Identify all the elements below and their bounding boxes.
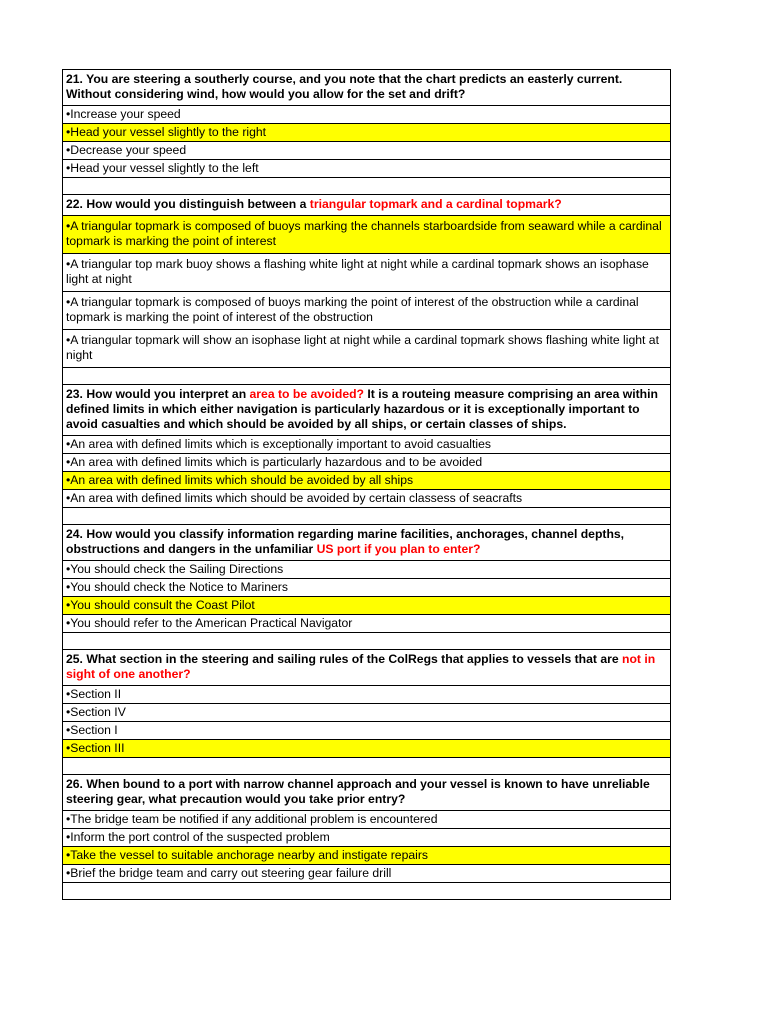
answer-option-correct xyxy=(63,597,671,615)
answer-option xyxy=(63,722,671,740)
answer-option-text: •A triangular topmark is composed of buoys marking the channels starboardside from seaward while a cardinal topmark is marking the point of interest xyxy=(63,216,671,254)
question-part: It is a routeing measure comprising an area within defined limits in which either navigation is particularly hazardous or it is exceptionally important to avoid casualties and which should be avoided by all ships, or certain classes of ships. xyxy=(66,387,658,431)
spacer-cell xyxy=(63,633,671,650)
answer-option xyxy=(63,686,671,704)
quiz-body xyxy=(63,70,671,900)
answer-option xyxy=(63,490,671,508)
question-row xyxy=(63,650,671,686)
question-text xyxy=(63,385,671,436)
question-number: 25. xyxy=(66,652,83,666)
answer-option xyxy=(63,561,671,579)
answer-option xyxy=(63,579,671,597)
answer-option-text: •You should check the Notice to Mariners xyxy=(63,579,671,597)
question-text xyxy=(63,195,671,216)
question-text xyxy=(63,525,671,561)
answer-option-correct xyxy=(63,124,671,142)
answer-option-text: •Section IV xyxy=(63,704,671,722)
spacer-row xyxy=(63,883,671,900)
spacer-row xyxy=(63,178,671,195)
question-emphasis: not in sight of one another? xyxy=(66,652,656,681)
answer-option-text: •Head your vessel slightly to the right xyxy=(63,124,671,142)
question-part: When bound to a port with narrow channel approach and your vessel is known to have unreliable steering gear, what precaution would you take prior entry? xyxy=(66,777,650,806)
answer-option-text: •An area with defined limits which should be avoided by all ships xyxy=(63,472,671,490)
question-part: You are steering a southerly course, and you note that the chart predicts an easterly current. Without considering wind, how would you allow for the set and drift? xyxy=(66,72,623,101)
answer-option xyxy=(63,829,671,847)
question-row xyxy=(63,525,671,561)
question-number: 23. xyxy=(66,387,83,401)
answer-option xyxy=(63,704,671,722)
answer-option-correct xyxy=(63,847,671,865)
answer-option xyxy=(63,106,671,124)
spacer-cell xyxy=(63,368,671,385)
question-part: How would you classify information regarding marine facilities, anchorages, channel depths, obstructions and dangers in the unfamiliar xyxy=(66,527,625,556)
spacer-cell xyxy=(63,508,671,525)
answer-option-text: •Brief the bridge team and carry out steering gear failure drill xyxy=(63,865,671,883)
answer-option-text: •Increase your speed xyxy=(63,106,671,124)
answer-option xyxy=(63,142,671,160)
answer-option xyxy=(63,160,671,178)
answer-option-correct xyxy=(63,472,671,490)
question-number: 26. xyxy=(66,777,83,791)
answer-option-text: •An area with defined limits which is particularly hazardous and to be avoided xyxy=(63,454,671,472)
question-emphasis: US port if you plan to enter? xyxy=(316,542,481,556)
answer-option xyxy=(63,811,671,829)
question-row xyxy=(63,775,671,811)
spacer-row xyxy=(63,633,671,650)
answer-option-text: •An area with defined limits which should be avoided by certain classess of seacrafts xyxy=(63,490,671,508)
answer-option xyxy=(63,330,671,368)
answer-option xyxy=(63,615,671,633)
answer-option-text: •A triangular top mark buoy shows a flashing white light at night while a cardinal topmark shows an isophase light at night xyxy=(63,254,671,292)
answer-option-text: •Take the vessel to suitable anchorage nearby and instigate repairs xyxy=(63,847,671,865)
answer-option-text: •Section III xyxy=(63,740,671,758)
answer-option xyxy=(63,865,671,883)
answer-option-text: •Inform the port control of the suspected problem xyxy=(63,829,671,847)
answer-option-text: •You should refer to the American Practical Navigator xyxy=(63,615,671,633)
spacer-row xyxy=(63,758,671,775)
spacer-row xyxy=(63,368,671,385)
answer-option xyxy=(63,436,671,454)
answer-option-text: •A triangular topmark is composed of buoys marking the point of interest of the obstruction while a cardinal topmark is marking the point of interest of the obstruction xyxy=(63,292,671,330)
question-text xyxy=(63,775,671,811)
quiz-sheet xyxy=(62,69,671,900)
answer-option-text: •The bridge team be notified if any additional problem is encountered xyxy=(63,811,671,829)
answer-option-text: •An area with defined limits which is exceptionally important to avoid casualties xyxy=(63,436,671,454)
answer-option-text: •A triangular topmark will show an isophase light at night while a cardinal topmark shows flashing white light at night xyxy=(63,330,671,368)
question-number: 24. xyxy=(66,527,83,541)
question-part: How would you distinguish between a xyxy=(86,197,310,211)
answer-option-text: •You should consult the Coast Pilot xyxy=(63,597,671,615)
question-emphasis: area to be avoided? xyxy=(249,387,364,401)
question-emphasis: triangular topmark and a cardinal topmark? xyxy=(309,197,562,211)
question-text xyxy=(63,650,671,686)
answer-option-text: •Section I xyxy=(63,722,671,740)
question-part: What section in the steering and sailing rules of the ColRegs that applies to vessels that are xyxy=(86,652,623,666)
answer-option-text: •Head your vessel slightly to the left xyxy=(63,160,671,178)
answer-option-text: •You should check the Sailing Directions xyxy=(63,561,671,579)
spacer-cell xyxy=(63,883,671,900)
question-part: How would you interpret an xyxy=(86,387,250,401)
question-row xyxy=(63,70,671,106)
answer-option-text: •Decrease your speed xyxy=(63,142,671,160)
question-row xyxy=(63,195,671,216)
question-row xyxy=(63,385,671,436)
answer-option-correct xyxy=(63,216,671,254)
answer-option xyxy=(63,254,671,292)
answer-option-text: •Section II xyxy=(63,686,671,704)
spacer-cell xyxy=(63,178,671,195)
spacer-row xyxy=(63,508,671,525)
question-number: 21. xyxy=(66,72,83,86)
spacer-cell xyxy=(63,758,671,775)
answer-option xyxy=(63,292,671,330)
answer-option-correct xyxy=(63,740,671,758)
answer-option xyxy=(63,454,671,472)
question-text xyxy=(63,70,671,106)
question-number: 22. xyxy=(66,197,83,211)
